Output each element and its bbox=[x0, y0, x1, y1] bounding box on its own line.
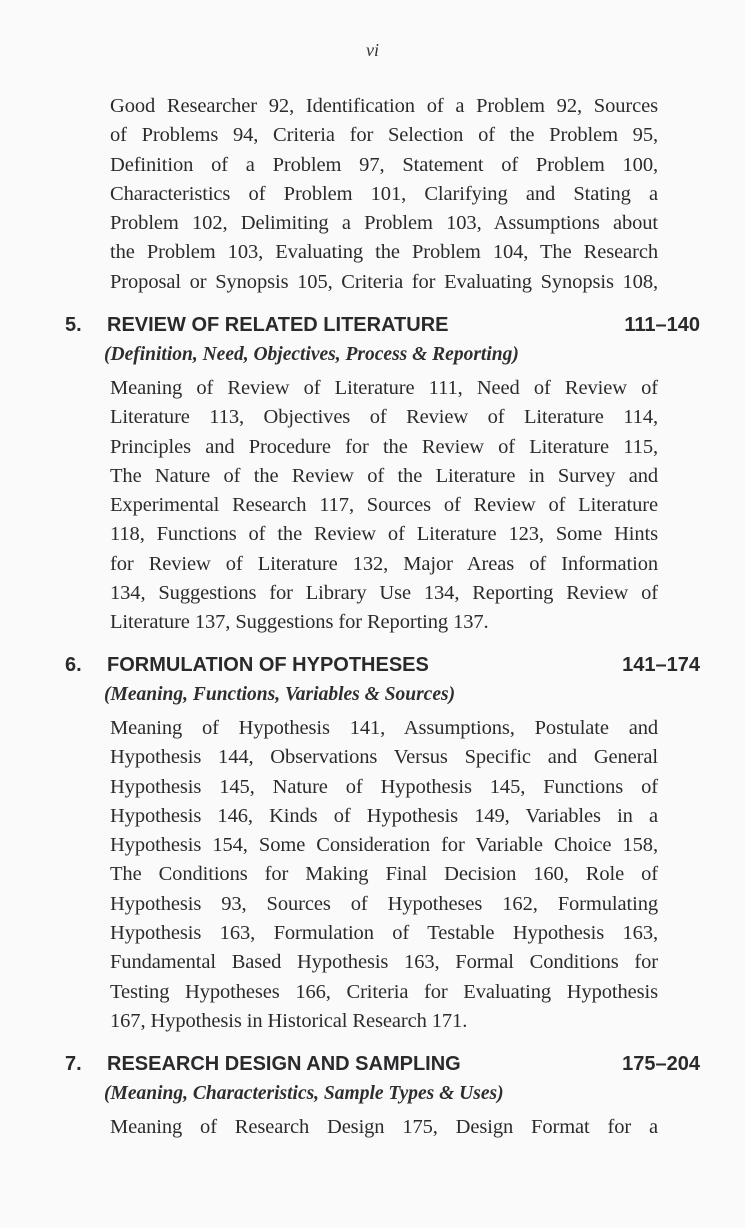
text-line: Hypothesis 154, Some Consideration for Variable Choice 158, bbox=[110, 834, 658, 857]
text-line: Meaning of Review of Literature 111, Need of Review of bbox=[110, 377, 658, 399]
chapter-title: REVIEW OF RELATED LITERATURE bbox=[107, 314, 449, 336]
chapter-topics bbox=[110, 1113, 658, 1142]
text-line: Hypothesis 93, Sources of Hypotheses 162, Formulating bbox=[110, 892, 658, 915]
text-line: Testing Hypotheses 166, Criteria for Evaluating Hypothesis bbox=[110, 980, 658, 1003]
chapter-subtitle: (Meaning, Characteristics, Sample Types & Uses) bbox=[104, 1083, 504, 1104]
text-line: 134, Suggestions for Library Use 134, Reporting Review of bbox=[110, 582, 658, 605]
chapter-number: 6. bbox=[65, 654, 82, 676]
chapter-topics bbox=[110, 714, 658, 1036]
chapter-heading bbox=[0, 314, 745, 342]
text-line: Good Researcher 92, Identification of a Problem 92, Sources bbox=[110, 95, 658, 117]
chapter-title: RESEARCH DESIGN AND SAMPLING bbox=[107, 1053, 461, 1075]
text-line: the Problem 103, Evaluating the Problem 104, The Research bbox=[110, 241, 658, 264]
chapter-topics bbox=[110, 374, 658, 638]
text-line: Hypothesis 144, Observations Versus Specific and General bbox=[110, 746, 658, 769]
text-line: Fundamental Based Hypothesis 163, Formal Conditions for bbox=[110, 951, 658, 974]
chapter-heading bbox=[0, 654, 745, 682]
chapter-number: 7. bbox=[65, 1053, 82, 1075]
text-line: Principles and Procedure for the Review of Literature 115, bbox=[110, 435, 658, 458]
text-line: Hypothesis 146, Kinds of Hypothesis 149, Variables in a bbox=[110, 804, 658, 827]
chapter-subtitle: (Definition, Need, Objectives, Process & Reporting) bbox=[104, 344, 519, 365]
text-line: The Conditions for Making Final Decision 160, Role of bbox=[110, 863, 658, 886]
text-line: Definition of a Problem 97, Statement of Problem 100, bbox=[110, 153, 658, 176]
text-line: 118, Functions of the Review of Literature 123, Some Hints bbox=[110, 523, 658, 546]
text-line: Characteristics of Problem 101, Clarifying and Stating a bbox=[110, 182, 658, 205]
chapter-page-range: 141–174 bbox=[622, 654, 700, 676]
text-line: for Review of Literature 132, Major Areas of Information bbox=[110, 552, 658, 575]
continuation-paragraph bbox=[110, 92, 658, 297]
chapter-page-range: 175–204 bbox=[622, 1053, 700, 1075]
text-line: Problem 102, Delimiting a Problem 103, Assumptions about bbox=[110, 212, 658, 235]
page-number: vi bbox=[366, 40, 379, 60]
text-line: Proposal or Synopsis 105, Criteria for Evaluating Synopsis 108, bbox=[110, 270, 658, 293]
chapter-heading bbox=[0, 1053, 745, 1081]
text-line: Hypothesis 163, Formulation of Testable Hypothesis 163, bbox=[110, 922, 658, 945]
chapter-number: 5. bbox=[65, 314, 82, 336]
chapter-page-range: 111–140 bbox=[624, 314, 700, 336]
text-line: Meaning of Hypothesis 141, Assumptions, Postulate and bbox=[110, 717, 658, 739]
text-line: Literature 137, Suggestions for Reporting 137. bbox=[110, 611, 489, 634]
chapter-subtitle: (Meaning, Functions, Variables & Sources) bbox=[104, 684, 456, 705]
chapter-title: FORMULATION OF HYPOTHESES bbox=[107, 654, 429, 676]
chapter-5-entry bbox=[0, 314, 745, 634]
text-line: Literature 113, Objectives of Review of Literature 114, bbox=[110, 406, 658, 429]
text-line: of Problems 94, Criteria for Selection of the Problem 95, bbox=[110, 124, 658, 147]
text-line: Experimental Research 117, Sources of Review of Literature bbox=[110, 494, 658, 517]
text-line: The Nature of the Review of the Literature in Survey and bbox=[110, 464, 658, 487]
chapter-6-entry bbox=[0, 654, 745, 1032]
chapter-7-entry bbox=[0, 1053, 745, 1138]
text-line: Meaning of Research Design 175, Design Format for a bbox=[110, 1116, 658, 1138]
text-line: Hypothesis 145, Nature of Hypothesis 145, Functions of bbox=[110, 775, 658, 798]
text-line: 167, Hypothesis in Historical Research 171. bbox=[110, 1009, 468, 1032]
